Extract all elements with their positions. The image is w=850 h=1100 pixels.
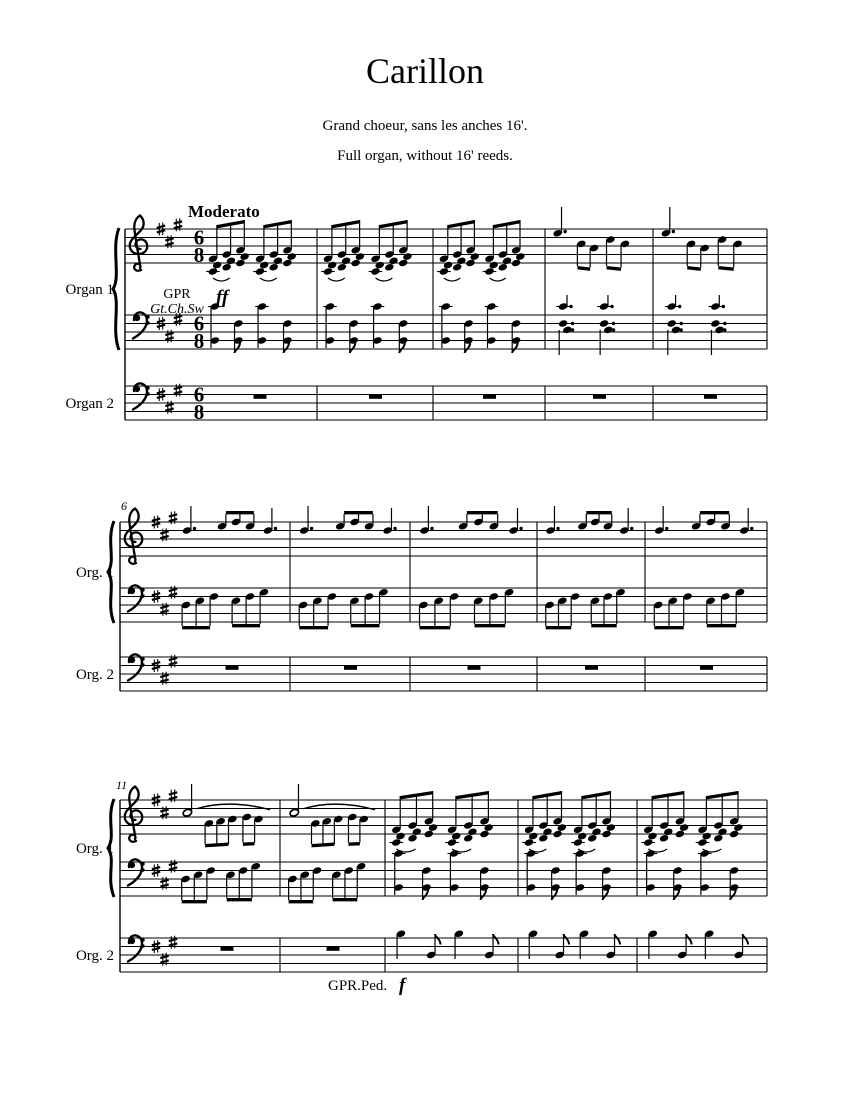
whole-rest bbox=[585, 666, 598, 670]
instrument-label-organ1: Org. 1 bbox=[75, 841, 114, 857]
key-signature bbox=[152, 511, 177, 541]
organ1-upper-staff bbox=[120, 506, 767, 564]
whole-rest bbox=[226, 666, 239, 670]
instrument-label-organ2: Organ 2 bbox=[65, 396, 114, 412]
key-signature bbox=[157, 313, 182, 343]
whole-rest bbox=[468, 666, 481, 670]
bass-clef-icon bbox=[128, 859, 145, 885]
whole-rest bbox=[344, 666, 357, 670]
system-2 bbox=[76, 499, 767, 691]
registration-gtchsw: Gt.Ch.Sw bbox=[150, 302, 204, 317]
key-signature bbox=[157, 384, 182, 414]
key-signature bbox=[152, 789, 177, 819]
key-signature bbox=[152, 586, 177, 616]
treble-clef-icon bbox=[125, 787, 143, 842]
time-signature-denominator: 8 bbox=[193, 243, 205, 267]
whole-rest bbox=[704, 395, 717, 399]
tempo-marking: Moderato bbox=[188, 202, 260, 221]
time-signature-numerator: 6 bbox=[193, 382, 205, 407]
whole-rest bbox=[593, 395, 606, 399]
treble-clef-icon bbox=[130, 216, 148, 271]
organ2-staff bbox=[120, 654, 767, 691]
treble-clef-icon bbox=[125, 509, 143, 564]
bass-clef-icon bbox=[128, 654, 145, 680]
pedal-dynamic: f bbox=[399, 975, 406, 996]
bass-clef-icon bbox=[128, 935, 145, 961]
whole-rest bbox=[221, 947, 234, 951]
bass-clef-icon bbox=[128, 585, 145, 611]
instrument-label-organ2: Org. 2 bbox=[75, 948, 114, 964]
organ2-staff bbox=[125, 383, 767, 425]
measure-number: 6 bbox=[121, 499, 127, 513]
whole-rest bbox=[483, 395, 496, 399]
time-signature-denominator: 8 bbox=[193, 400, 205, 424]
measure-number: 11 bbox=[116, 778, 128, 792]
key-signature bbox=[152, 860, 177, 890]
bass-clef-icon bbox=[133, 383, 150, 409]
bass-clef-icon bbox=[133, 312, 150, 338]
subtitle-french: Grand choeur, sans les anches 16'. bbox=[322, 118, 528, 134]
subtitle-english: Full organ, without 16' reeds. bbox=[337, 148, 513, 164]
pedal-registration: GPR.Ped. bbox=[328, 978, 388, 994]
time-signature-numerator: 6 bbox=[193, 311, 205, 336]
whole-rest bbox=[254, 395, 267, 399]
instrument-label-organ2: Org. 2 bbox=[75, 667, 114, 683]
system-1 bbox=[66, 202, 767, 424]
organ1-lower-staff bbox=[120, 849, 767, 903]
key-signature bbox=[152, 655, 177, 685]
instrument-label-organ1: Org. 1 bbox=[75, 565, 114, 581]
dynamic-ff: ff bbox=[216, 287, 229, 308]
organ1-upper-staff bbox=[120, 784, 767, 852]
whole-rest bbox=[327, 947, 340, 951]
key-signature bbox=[152, 936, 177, 966]
system-3 bbox=[76, 778, 767, 996]
time-signature-denominator: 8 bbox=[193, 329, 205, 353]
piece-title: Carillon bbox=[366, 51, 484, 91]
organ2-staff bbox=[120, 929, 767, 972]
key-signature bbox=[157, 218, 182, 248]
organ1-lower-staff bbox=[120, 585, 767, 629]
registration-gpr: GPR bbox=[163, 287, 191, 302]
whole-rest bbox=[369, 395, 382, 399]
whole-rest bbox=[700, 666, 713, 670]
instrument-label-organ1: Organ 1 bbox=[65, 282, 114, 298]
time-signature-numerator: 6 bbox=[193, 225, 205, 250]
